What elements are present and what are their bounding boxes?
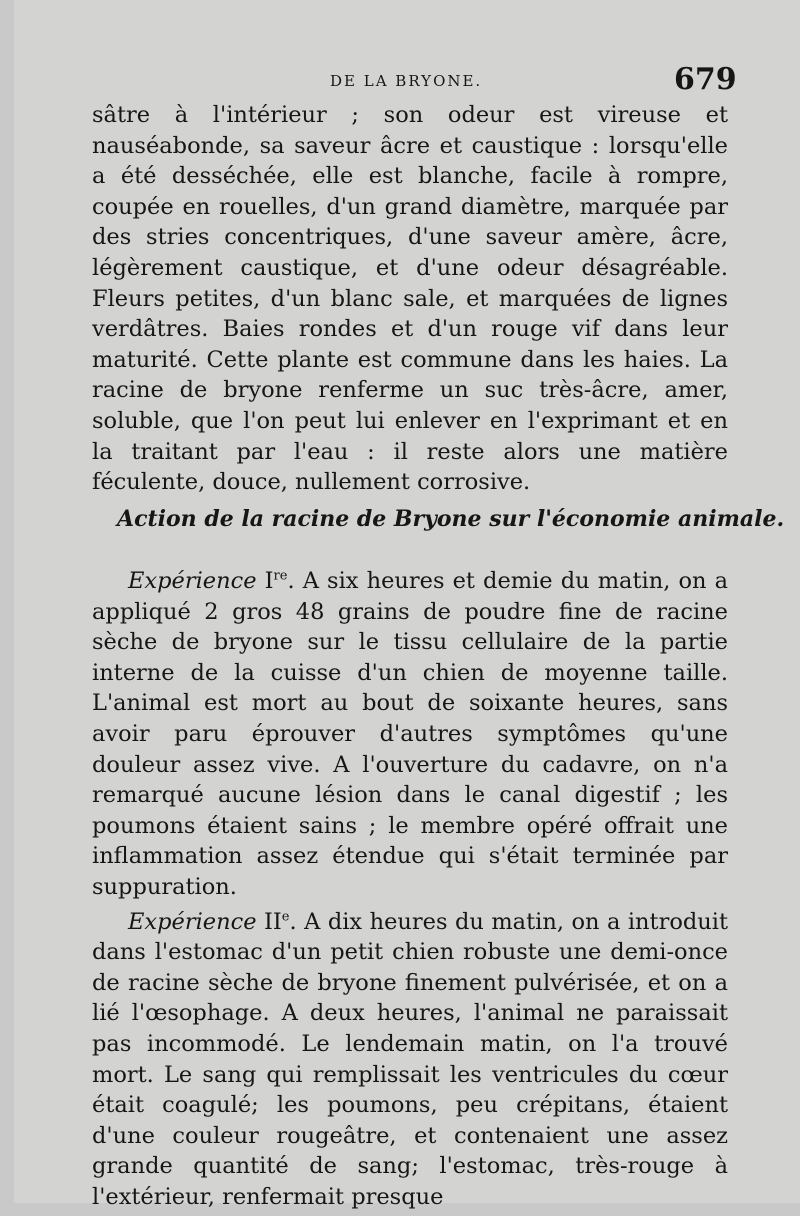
experiments <box>92 566 728 1216</box>
experiment-ordinal: II <box>264 908 282 935</box>
page-number: 679 <box>674 62 737 97</box>
experiment-label: Expérience <box>128 908 257 935</box>
section-title: Action de la racine de Bryone sur l'économie animale. <box>117 506 785 532</box>
intro-text <box>92 100 728 498</box>
book-page <box>14 0 800 1210</box>
experiment-text: . A six heures et demie du matin, on a appliqué 2 gros 48 grains de poudre fine de racine sèche de bryone sur le tissu cellulaire de la partie interne de la cuisse d'un chien de moyenne taille. L'animal est mort au bout de soixante heures, sans avoir paru éprouver d'autres symptômes qu'une douleur assez vive. A l'ouverture du cadavre, on n'a remarqué aucune lésion dans le canal digestif ; les poumons étaient sains ; le membre opéré offrait une inflammation assez étendue qui s'était terminée par suppuration. <box>92 568 729 900</box>
experiment-2 <box>92 907 728 1213</box>
experiment-1 <box>92 566 728 903</box>
experiment-ordinal-suffix: e <box>281 909 290 925</box>
experiment-ordinal-suffix: re <box>273 568 288 584</box>
intro-paragraph: sâtre à l'intérieur ; son odeur est vireuse et nauséabonde, sa saveur âcre et caustique : lorsqu'elle a été desséchée, elle est blanche, facile à rompre, coupée en rouelles, d'un grand diamètre, marquée par des stries concentriques, d'une saveur amère, âcre, légèrement caustique, et d'une odeur désagréable. Fleurs petites, d'un blanc sale, et marquées de lignes verdâtres. Baies rondes et d'un rouge vif dans leur maturité. Cette plante est commune dans les haies. La racine de bryone renferme un suc très-âcre, amer, soluble, que l'on peut lui enlever en l'exprimant et en la traitant par l'eau : il reste alors une matière féculente, douce, nullement corrosive. <box>92 102 728 496</box>
page-header <box>92 58 737 98</box>
running-title: DE LA BRYONE. <box>330 72 483 90</box>
experiment-label: Expérience <box>128 568 257 594</box>
experiment-ordinal: I <box>264 568 274 594</box>
experiment-text: . A dix heures du matin, on a introduit dans l'estomac d'un petit chien robuste une demi-once de racine sèche de bryone finement pulvérisée, et on a lié l'œsophage. A deux heures, l'animal ne paraissait pas incommodé. Le lendemain matin, on l'a trouvé mort. Le sang qui remplissait les ventricules du cœur était coagulé; les poumons, peu crépitans, étaient d'une couleur rougeâtre, et contenaient une assez grande quantité de sang; l'estomac, très-rouge à l'extérieur, renfermait presque <box>92 908 728 1210</box>
